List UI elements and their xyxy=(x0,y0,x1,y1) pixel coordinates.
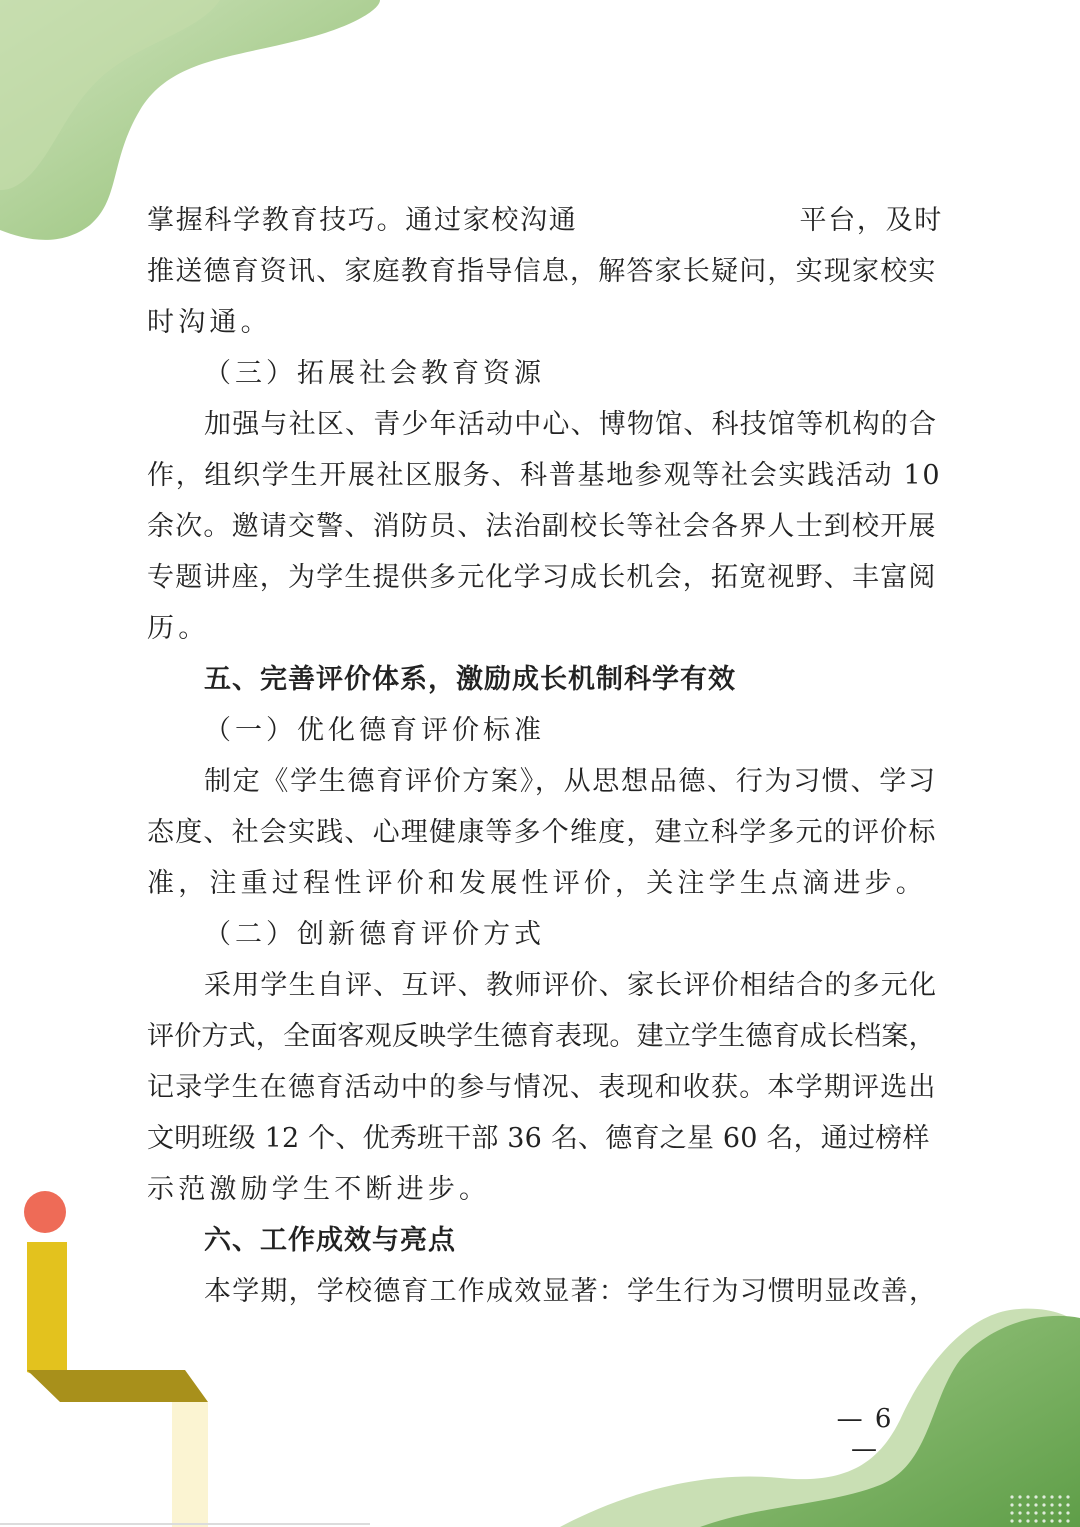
subsection-heading: （三）拓展社会教育资源 xyxy=(204,358,545,389)
text-line: 本学期，学校德育工作成效显著：学生行为习惯明显改善， xyxy=(204,1276,938,1307)
text-line: 采用学生自评、互评、教师评价、家长评价相结合的多元化 xyxy=(204,970,938,1001)
text-line: 作，组织学生开展社区服务、科普基地参观等社会实践活动 10 xyxy=(147,460,942,491)
coral-dot xyxy=(24,1191,66,1233)
text-line: 历。 xyxy=(147,613,210,644)
document-body xyxy=(147,195,945,1317)
text-line: 掌握科学教育技巧。通过家校沟通 平台，及时 xyxy=(147,205,943,236)
section-heading: 六、工作成效与亮点 xyxy=(204,1225,456,1256)
subsection-heading: （一）优化德育评价标准 xyxy=(204,715,545,746)
subsection-heading: （二）创新德育评价方式 xyxy=(204,919,545,950)
section-heading: 五、完善评价体系，激励成长机制科学有效 xyxy=(204,664,736,695)
text-line: 时沟通。 xyxy=(147,307,272,338)
text-line: 余次。邀请交警、消防员、法治副校长等社会各界人士到校开展 xyxy=(147,511,937,542)
olive-step xyxy=(27,1370,208,1402)
text-line: 评价方式，全面客观反映学生德育表现。建立学生德育成长档案， xyxy=(147,1021,936,1052)
page-number: — 6 — xyxy=(836,1404,894,1464)
text-line: 记录学生在德育活动中的参与情况、表现和收获。本学期评选出 xyxy=(147,1072,937,1103)
text-line: 文明班级 12 个、优秀班干部 36 名、德育之星 60 名，通过榜样 xyxy=(147,1123,930,1154)
text-line: 示范激励学生不断进步。 xyxy=(147,1174,491,1205)
text-line: 推送德育资讯、家庭教育指导信息，解答家长疑问，实现家校实 xyxy=(147,256,937,287)
yellow-bar xyxy=(27,1242,67,1388)
cream-column xyxy=(172,1402,208,1527)
text-line: 制定《学生德育评价方案》，从思想品德、行为习惯、学习 xyxy=(204,766,937,797)
text-line: 加强与社区、青少年活动中心、博物馆、科技馆等机构的合 xyxy=(204,409,938,440)
text-line: 专题讲座，为学生提供多元化学习成长机会，拓宽视野、丰富阅 xyxy=(147,562,937,593)
text-line: 准，注重过程性评价和发展性评价，关注学生点滴进步。 xyxy=(147,868,927,899)
text-line: 态度、社会实践、心理健康等多个维度，建立科学多元的评价标 xyxy=(147,817,937,848)
